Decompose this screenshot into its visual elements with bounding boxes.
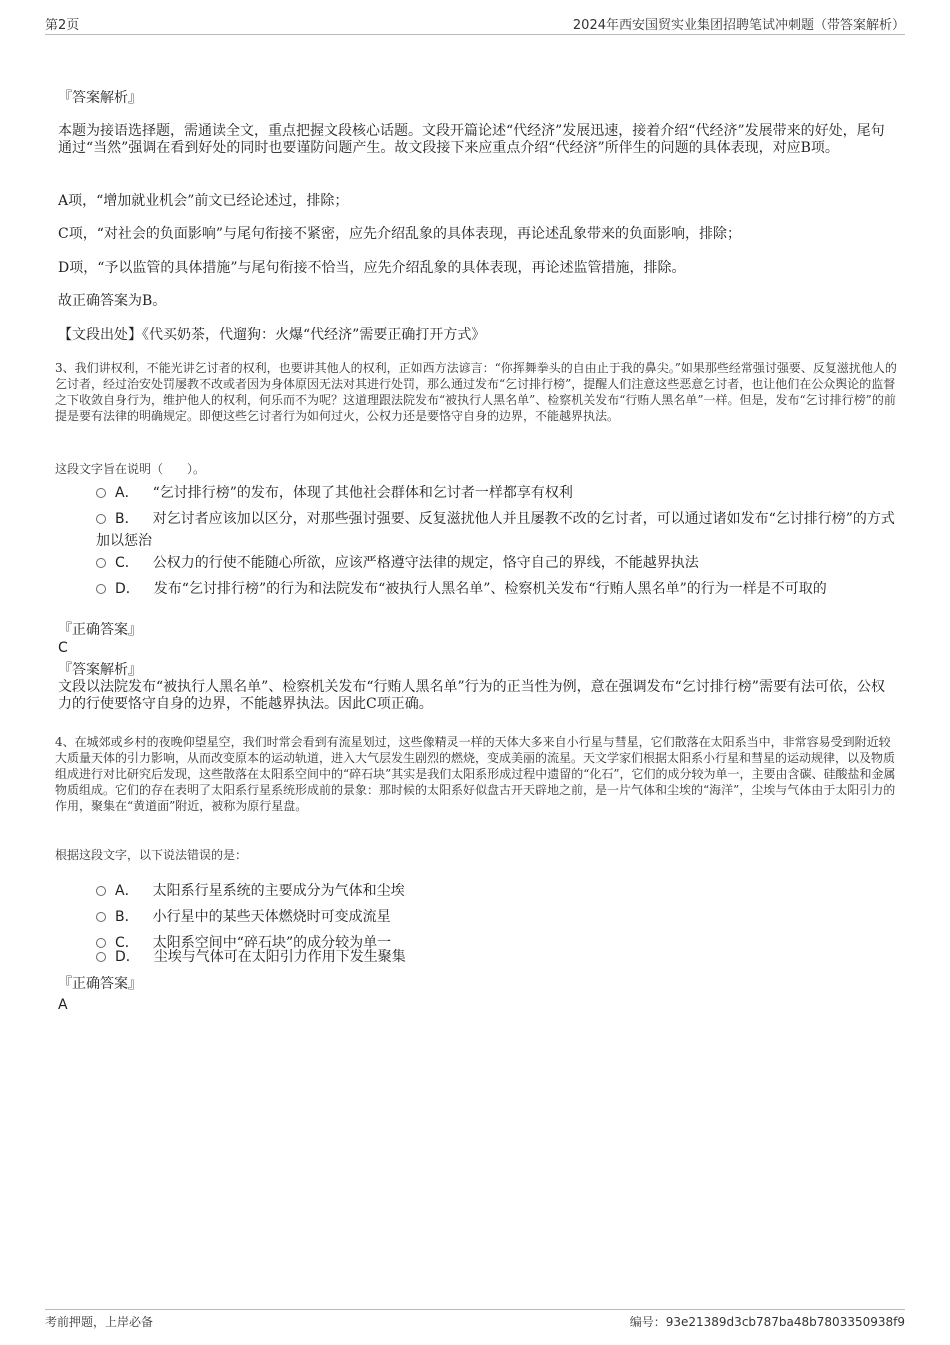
footer-divider — [45, 1309, 905, 1310]
question-3-stem: 3、我们讲权利，不能光讲乞讨者的权利，也要讲其他人的权利，正如西方法谚言：“你挥舞拳头的自由止于我的鼻尖。”如果那些经常强讨强要、反复滋扰他人的乞讨者，经过治安处罚屡教不改或者因为身体原因无法对其进行处罚，那么通过发布“乞讨排行榜”，提醒人们注意这些恶意乞讨者，也让他们在公众舆论的监督之下收敛自身行为，维护他人的权利，何乐而不为呢？这道理跟法院发布“被执行人黑名单”、检察机关发布“行贿人黑名单”一样。但是，发布“乞讨排行榜”的前提是要有法律的明确规定。即便这些乞讨者行为如何过火，公权力还是要恪守自身的边界，不能越界执法。 — [55, 361, 897, 423]
radio-icon[interactable] — [96, 886, 106, 896]
analysis-option-d: D项，“予以监管的具体措施”与尾句衔接不恰当，应先介绍乱象的具体表现，再论述监管措施，排除。 — [58, 260, 686, 276]
question-3-answer-title: 『正确答案』 — [58, 622, 142, 638]
document-code-label: 编号： — [629, 1315, 666, 1329]
radio-icon[interactable] — [96, 912, 106, 922]
page-footer — [45, 1313, 905, 1333]
question-4-prompt: 根据这段文字，以下说法错误的是： — [55, 848, 248, 862]
question-3-option-a[interactable]: A． “乞讨排行榜”的发布，体现了其他社会群体和乞讨者一样都享有权利 — [96, 482, 895, 504]
source-citation: 【文段出处】《代买奶茶，代遛狗：火爆“代经济”需要正确打开方式》 — [58, 327, 486, 343]
radio-icon[interactable] — [96, 952, 106, 962]
analysis-body: 本题为接语选择题，需通读全文，重点把握文段核心话题。文段开篇论述“代经济”发展迅速，接着介绍“代经济”发展带来的好处，尾句通过“当然”强调在看到好处的同时也要谨防问题产生。故文段接下来应重点介绍“代经济”所伴生的问题的具体表现，对应B项。 — [58, 123, 885, 156]
question-3-option-b[interactable]: B． 对乞讨者应该加以区分，对那些强讨强要、反复滋扰他人并且屡教不改的乞讨者，可以通过诸如发布“乞讨排行榜”的方式加以惩治 — [96, 511, 895, 549]
question-4-option-a[interactable]: A． 太阳系行星系统的主要成分为气体和尘埃 — [96, 880, 895, 902]
document-title: 2024年西安国贸实业集团招聘笔试冲刺题（带答案解析） — [572, 18, 905, 33]
analysis-option-a: A项，“增加就业机会”前文已经论述过，排除； — [58, 193, 349, 209]
radio-icon[interactable] — [96, 488, 106, 498]
analysis-option-c: C项，“对社会的负面影响”与尾句衔接不紧密，应先介绍乱象的具体表现，再论述乱象带来的负面影响，排除； — [58, 226, 742, 242]
question-3-option-d[interactable]: D． 发布“乞讨排行榜”的行为和法院发布“被执行人黑名单”、检察机关发布“行贿人黑名单”的行为一样是不可取的 — [96, 578, 895, 600]
page-header — [45, 14, 905, 34]
footer-slogan: 考前押题，上岸必备 — [45, 1315, 154, 1329]
question-3-option-c[interactable]: C． 公权力的行使不能随心所欲，应该严格遵守法律的规定，恪守自己的界线，不能越界执法 — [96, 552, 895, 574]
question-4-answer-title: 『正确答案』 — [58, 976, 142, 992]
question-4-option-c[interactable]: C． 太阳系空间中“碎石块”的成分较为单一 — [96, 932, 895, 954]
question-3-analysis-title: 『答案解析』 — [58, 662, 142, 678]
document-code-value: 93e21389d3cb787ba48b7803350938f9 — [665, 1315, 905, 1329]
document-code — [630, 1313, 905, 1330]
analysis-conclusion: 故正确答案为B。 — [58, 293, 167, 309]
header-divider — [45, 34, 905, 35]
question-4-stem: 4、在城郊或乡村的夜晚仰望星空，我们时常会看到有流星划过，这些像精灵一样的天体大多来自小行星与彗星，它们散落在太阳系当中，非常容易受到附近较大质量天体的引力影响，从而改变原本的运动轨道，进入大气层发生剧烈的燃烧，变成美丽的流星。天文学家们根据太阳系小行星和彗星的运动规律，以及物质组成进行对比研究后发现，这些散落在太阳系空间中的“碎石块”其实是我们太阳系形成过程中遗留的“化石”，它们的成分较为单一，主要由含碳、硅酸盐和金属物质组成。它们的存在表明了太阳系行星系统形成前的景象：那时候的太阳系好似盘古开天辟地之前，是一片气体和尘埃的“海洋”，尘埃与气体由于太阳引力的作用，聚集在“黄道面”附近，被称为原行星盘。 — [55, 735, 896, 813]
page-number: 第2页 — [45, 18, 80, 33]
radio-icon[interactable] — [96, 584, 106, 594]
question-4-option-d[interactable]: D． 尘埃与气体可在太阳引力作用下发生聚集 — [96, 946, 895, 968]
question-3-analysis: 文段以法院发布“被执行人黑名单”、检察机关发布“行贿人黑名单”行为的正当性为例，意在强调发布“乞讨排行榜”需要有法可依，公权力的行使要恪守自身的边界，不能越界执法。因此C项正确。 — [58, 679, 885, 712]
question-3-prompt: 这段文字旨在说明（ ）。 — [55, 462, 206, 476]
question-3-answer: C — [58, 640, 68, 656]
question-4-answer: A — [58, 997, 68, 1013]
radio-icon[interactable] — [96, 514, 106, 524]
radio-icon[interactable] — [96, 558, 106, 568]
analysis-title: 『答案解析』 — [58, 90, 142, 106]
question-4-option-b[interactable]: B． 小行星中的某些天体燃烧时可变成流星 — [96, 906, 895, 928]
